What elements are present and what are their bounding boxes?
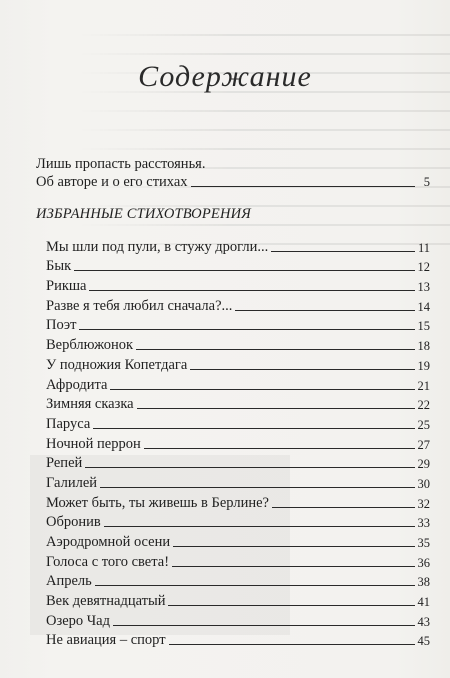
leader-line [85, 466, 414, 468]
toc-entry-title: Галилей [46, 474, 98, 491]
toc-page-number: 14 [417, 299, 430, 314]
toc-row [46, 531, 430, 551]
toc-page-number: 27 [417, 437, 430, 452]
toc-page-number: 11 [417, 240, 430, 255]
toc-page-number: 36 [417, 555, 430, 570]
toc-page-number: 5 [423, 175, 430, 189]
toc-page-number: 33 [417, 516, 430, 531]
toc-entry-title: Аэродромной осени [46, 534, 171, 550]
toc-row [46, 374, 430, 394]
toc-row [46, 551, 430, 571]
toc-row [46, 334, 430, 354]
show-through-text [78, 22, 450, 262]
leader-line [104, 525, 415, 527]
leader-line [173, 545, 414, 547]
toc-row [46, 413, 430, 433]
toc-entry-title: Не авиация – спорт [46, 632, 166, 649]
leader-line [168, 604, 414, 606]
toc-page-number: 38 [417, 575, 430, 590]
toc-page-number: 35 [417, 536, 430, 550]
toc-page-number: 22 [417, 398, 430, 413]
toc-entry-title: Ночной перрон [46, 435, 141, 452]
leader-line [79, 328, 414, 330]
toc-entry-title: Разве я тебя любил сначала?... [46, 297, 233, 314]
toc-page-number: 13 [417, 280, 430, 295]
toc-row [46, 256, 430, 276]
leader-line [172, 565, 414, 567]
intro-entry [36, 155, 430, 191]
toc-row [46, 630, 430, 650]
toc-entry-title: Верблюжонок [46, 337, 134, 354]
toc-entry-title: Поэт [46, 317, 77, 334]
leader-line [100, 486, 414, 488]
leader-line [235, 309, 414, 311]
toc-row [46, 492, 430, 512]
toc-entry-title: Рикша [46, 278, 87, 295]
toc-page-number: 32 [417, 496, 430, 511]
leader-line [137, 407, 415, 409]
toc-page-number: 19 [417, 358, 430, 373]
toc-row [46, 354, 430, 374]
toc-row [46, 394, 430, 414]
leader-line [95, 584, 415, 586]
toc-entry-title: Об авторе и о его стихах [36, 174, 188, 190]
toc-row [46, 472, 430, 492]
toc-page-number: 30 [417, 476, 430, 491]
toc-row [46, 433, 430, 453]
leader-line [169, 643, 415, 645]
toc-entry-title: Озеро Чад [46, 612, 110, 629]
toc-row [46, 571, 430, 591]
toc-row-intro [36, 173, 430, 191]
intro-line-1: Лишь пропасть расстоянья. [36, 156, 206, 172]
toc-page-number: 12 [417, 260, 430, 275]
toc-list [46, 236, 430, 649]
leader-line [110, 388, 414, 390]
toc-page-number: 43 [417, 614, 430, 629]
toc-entry-title: Мы шли под пули, в стужу дрогли... [46, 238, 269, 255]
toc-row [46, 453, 430, 473]
toc-row [46, 590, 430, 610]
toc-entry-title: Может быть, ты живешь в Берлине? [46, 494, 269, 511]
leader-line [144, 447, 415, 449]
toc-row [46, 610, 430, 630]
toc-page-number: 18 [417, 339, 430, 354]
page-title: Содержание [138, 60, 312, 93]
toc-entry-title: Репей [46, 455, 83, 472]
toc-entry-title: Обронив [46, 514, 101, 531]
leader-line [272, 506, 415, 508]
toc-page-number: 25 [417, 417, 430, 432]
toc-page-number: 45 [417, 634, 430, 649]
leader-line [89, 289, 414, 291]
toc-row [46, 512, 430, 532]
toc-entry-title: Паруса [46, 415, 91, 432]
leader-line [190, 368, 414, 370]
toc-page-number: 29 [417, 457, 430, 472]
leader-line [271, 250, 415, 252]
toc-row [46, 295, 430, 315]
toc-page-number: 41 [417, 595, 430, 610]
toc-page-number: 21 [417, 378, 430, 393]
toc-entry-title: Зимняя сказка [46, 396, 134, 413]
toc-entry-title: Апрель [46, 573, 92, 590]
toc-row [46, 275, 430, 295]
toc-entry-title: Афродита [46, 376, 108, 393]
section-heading: ИЗБРАННЫЕ СТИХОТВОРЕНИЯ [36, 206, 252, 222]
toc-row [46, 236, 430, 256]
leader-line [74, 269, 414, 271]
toc-entry-title: У подножия Копетдага [46, 356, 188, 373]
toc-page-number: 15 [417, 319, 430, 334]
toc-entry-title: Век девятнадцатый [46, 593, 166, 610]
toc-entry-title: Голоса с того света! [46, 553, 170, 570]
toc-row [46, 315, 430, 335]
leader-line [93, 427, 414, 429]
toc-entry-title: Бык [46, 258, 72, 275]
leader-line [113, 624, 415, 626]
leader-line [191, 185, 415, 187]
leader-line [136, 348, 414, 350]
